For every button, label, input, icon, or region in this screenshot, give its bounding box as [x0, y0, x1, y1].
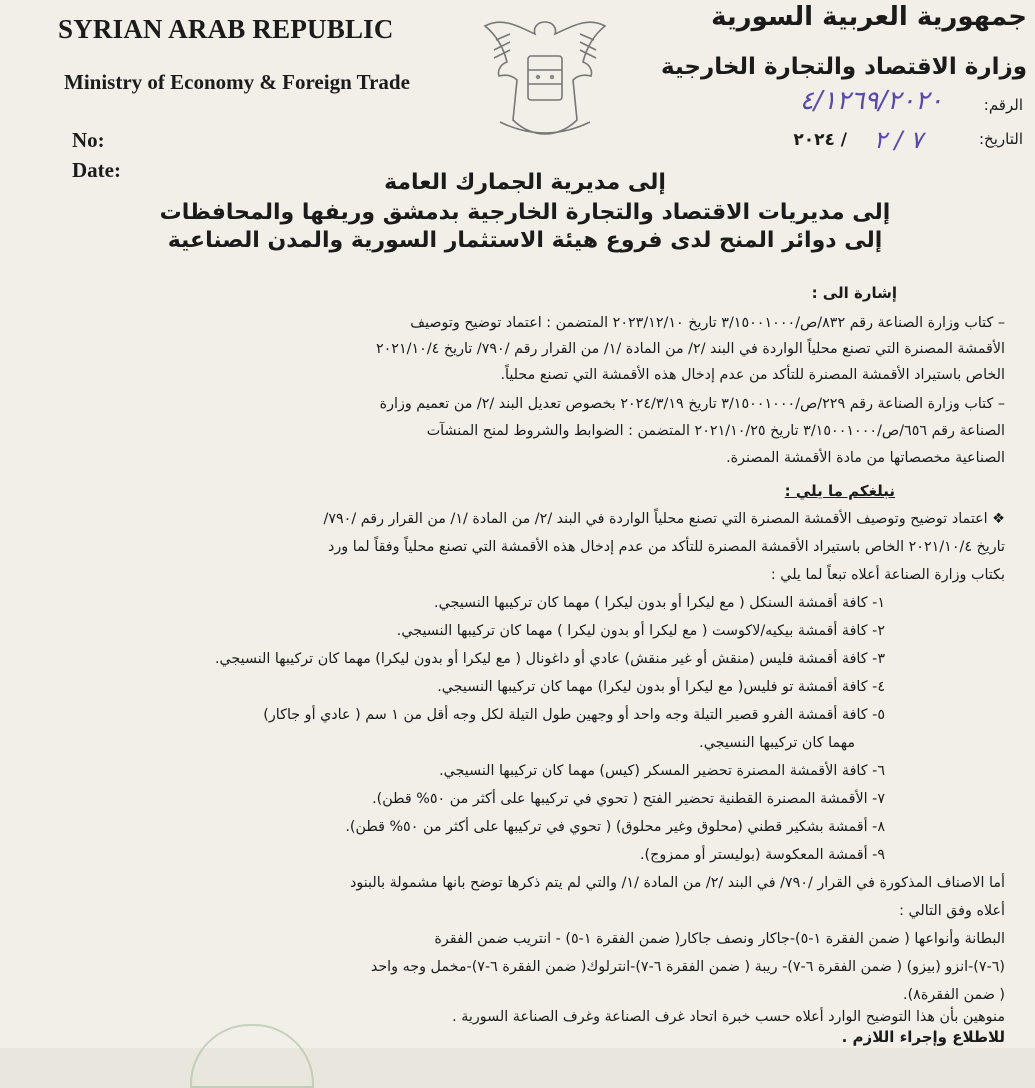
list-item: ٤- كافة أقمشة تو فليس( مع ليكرا أو بدون ليكرا) مهما كان تركيبها النسيجي.: [437, 679, 885, 695]
reference-line: الصناعة رقم ٦٥٦/ص/٣/١٥٠٠١٠٠٠ تاريخ ٢٠٢١/١٠/٢٥ المتضمن : الضوابط والشروط لمنح المنشآت: [426, 423, 1005, 439]
closing-line: أما الاصناف المذكورة في القرار /٧٩٠/ في البند /٢/ من المادة /١/ والتي لم يتم ذكرها توضح بانها مشمولة بالبنود: [349, 875, 1005, 891]
date-year: ٢٠٢٤ /: [793, 130, 847, 150]
date-label-ar: التاريخ:: [979, 130, 1023, 148]
number-label-en: No:: [72, 128, 105, 152]
list-item: ٨- أقمشة بشكير قطني (محلوق وغير محلوق) ( تحوي في تركيبها على أكثر من ٥٠% قطن).: [345, 819, 885, 835]
list-item: ٢- كافة أقمشة بيكيه/لاكوست ( مع ليكرا أو بدون ليكرا ) مهما كان تركيبها النسيجي.: [396, 623, 885, 639]
letter-body: [45, 0, 1005, 1048]
country-title-ar: جمهورية العربية السورية: [711, 2, 1027, 32]
handwritten-ref-number: ٤/١٢٦٩/٢٠٢٠: [799, 86, 943, 116]
intro-line: ❖ اعتماد توضيح وتوصيف الأقمشة المصنرة التي تصنع محلياً الواردة في البند /٢/ من المادة /١/ من القرار رقم /٧٩٠/: [323, 511, 1005, 527]
list-item: ٧- الأقمشة المصنرة القطنية تحضير الفتح ( تحوي في تركيبها على أكثر من ٥٠% قطن).: [372, 791, 885, 807]
reference-line: – كتاب وزارة الصناعة رقم ٨٣٢/ص/٣/١٥٠٠١٠٠٠ تاريخ ٢٠٢٣/١٢/١٠ المتضمن : اعتماد توضيح وتوصيف: [410, 315, 1005, 331]
list-item: ٥- كافة أقمشة الفرو قصير التيلة وجه واحد أو وجهين طول التيلة لكل وجه أقل من ١ سم ( عادي أو جاكار): [263, 707, 885, 723]
closing-action-line: للاطلاع وإجراء اللازم .: [841, 1028, 1005, 1046]
reference-heading: إشارة الى :: [811, 284, 897, 302]
closing-line: ( ضمن الفقرة٨).: [903, 987, 1005, 1003]
ministry-title-ar: وزارة الاقتصاد والتجارة الخارجية: [661, 54, 1027, 80]
intro-line: تاريخ ٢٠٢١/١٠/٤ الخاص باستيراد الأقمشة المصنرة للتأكد من عدم إدخال هذه الأقمشة التي تصنع محلياً وفقاً لما ورد: [327, 539, 1005, 555]
list-item: ٩- أقمشة المعكوسة (بوليستر أو ممزوج).: [640, 847, 885, 863]
reference-line: – كتاب وزارة الصناعة رقم ٢٢٩/ص/٣/١٥٠٠١٠٠٠ تاريخ ٢٠٢٤/٣/١٩ بخصوص تعديل البند /٢/ من تعميم وزارة: [379, 396, 1005, 412]
ministry-title-en: Ministry of Economy & Foreign Trade: [64, 70, 410, 94]
intro-line: بكتاب وزارة الصناعة أعلاه تبعاً لما يلي :: [770, 567, 1005, 583]
reference-line: الأقمشة المصنرة التي تصنع محلياً الواردة في البند /٢/ من المادة /١/ من القرار رقم /٧٩٠/ تاريخ ٢٠٢١/١٠/٤: [375, 341, 1005, 357]
reference-line: الصناعية مخصصاتها من مادة الأقمشة المصنرة.: [726, 450, 1005, 466]
handwritten-date: ٧ / ٢: [873, 126, 923, 154]
recipient-line: إلى دوائر المنح لدى فروع هيئة الاستثمار السورية والمدن الصناعية: [167, 228, 883, 253]
ref-label-ar: الرقم:: [983, 96, 1023, 114]
list-item: ٣- كافة أقمشة فليس (منقش أو غير منقش) عادي أو داغونال ( مع ليكرا أو بدون ليكرا) مهما كان تركيبها النسيجي.: [214, 651, 885, 667]
closing-line: منوهين بأن هذا التوضيح الوارد أعلاه حسب خبرة اتحاد غرف الصناعة وغرف الصناعة السورية .: [452, 1009, 1005, 1025]
recipient-line: إلى مديرية الجمارك العامة: [384, 170, 666, 195]
notice-heading: نبلغكم ما يلي :: [784, 482, 895, 500]
list-item: ٦- كافة الأقمشة المصنرة تحضير المسكر (كيس) مهما كان تركيبها النسيجي.: [439, 763, 885, 779]
date-label-en: Date:: [72, 158, 121, 182]
country-title-en: SYRIAN ARAB REPUBLIC: [58, 14, 394, 44]
closing-line: البطانة وأنواعها ( ضمن الفقرة ١-٥)-جاكار ونصف جاكار( ضمن الفقرة ١-٥) - انتريب ضمن الفقرة: [434, 931, 1005, 947]
list-item-continuation: مهما كان تركيبها النسيجي.: [699, 735, 855, 751]
reference-line: الخاص باستيراد الأقمشة المصنرة للتأكد من عدم إدخال هذه الأقمشة التي تصنع محلياً.: [500, 367, 1005, 383]
list-item: ١- كافة أقمشة السنكل ( مع ليكرا أو بدون ليكرا ) مهما كان تركيبها النسيجي.: [434, 595, 885, 611]
closing-line: (٦-٧)-انزو (بيزو) ( ضمن الفقرة ٦-٧)- ريبة ( ضمن الفقرة ٦-٧)-انترلوك( ضمن الفقرة ٦-٧)-مخمل وجه واحد: [370, 959, 1005, 975]
closing-line: أعلاه وفق التالي :: [899, 903, 1005, 919]
recipient-line: إلى مديريات الاقتصاد والتجارة الخارجية بدمشق وريفها والمحافظات: [159, 200, 891, 225]
